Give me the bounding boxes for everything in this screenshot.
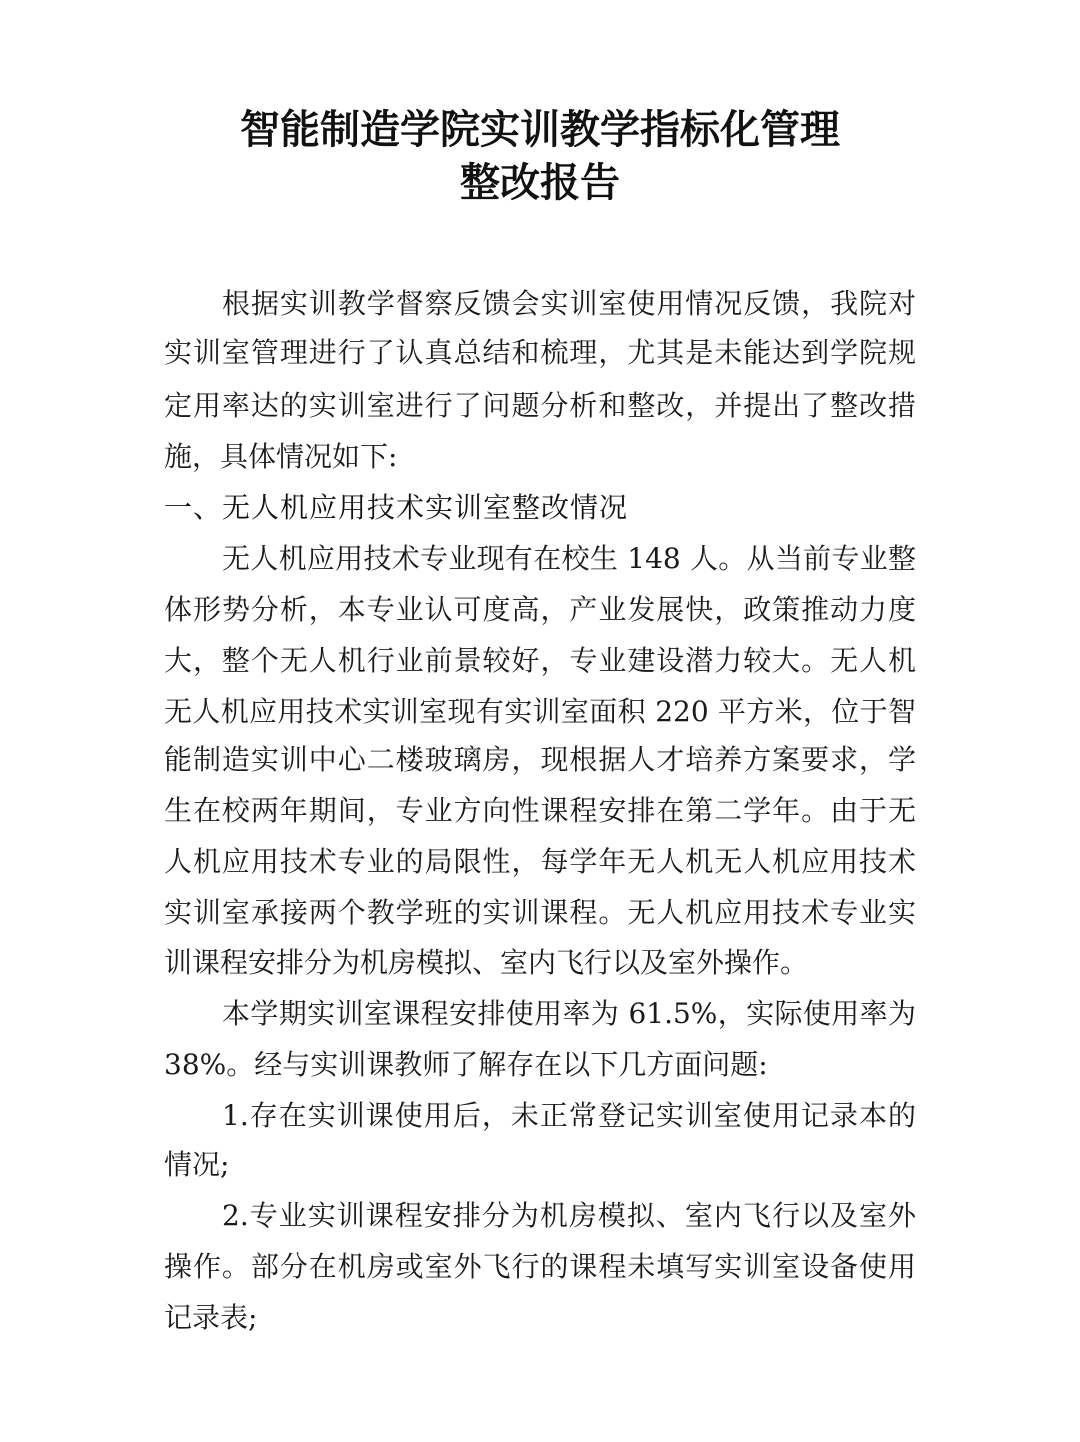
issue-item-line: 1.存在实训课使用后，未正常登记实训室使用记录本的	[222, 1099, 916, 1132]
paragraph-line: 无人机应用技术专业现有在校生 148 人。从当前专业整	[222, 542, 916, 575]
document-subtitle: 整改报告	[460, 160, 620, 206]
section-heading: 一、无人机应用技术实训室整改情况	[164, 491, 629, 524]
intro-line: 定用率达的实训室进行了问题分析和整改，并提出了整改措	[164, 389, 916, 422]
paragraph-line: 无人机应用技术实训室现有实训室面积 220 平方米，位于智	[164, 695, 916, 728]
paragraph-line: 大，整个无人机行业前景较好，专业建设潜力较大。无人机	[164, 644, 916, 677]
paragraph-line: 生在校两年期间，专业方向性课程安排在第二学年。由于无	[164, 794, 916, 827]
paragraph-line: 38%。经与实训课教师了解存在以下几方面问题:	[164, 1048, 768, 1081]
document-title: 智能制造学院实训教学指标化管理	[240, 107, 840, 153]
paragraph-line: 能制造实训中心二楼玻璃房，现根据人才培养方案要求，学	[164, 743, 916, 776]
paragraph-line: 训课程安排分为机房模拟、室内飞行以及室外操作。	[164, 946, 809, 979]
issue-item-line: 操作。部分在机房或室外飞行的课程未填写实训室设备使用	[164, 1250, 916, 1283]
issue-item-line: 记录表;	[164, 1301, 258, 1334]
paragraph-line: 体形势分析，本专业认可度高，产业发展快，政策推动力度	[164, 593, 916, 626]
paragraph-line: 实训室承接两个教学班的实训课程。无人机应用技术专业实	[164, 896, 916, 929]
issue-item-line: 情况;	[164, 1148, 230, 1181]
paragraph-line: 本学期实训室课程安排使用率为 61.5%，实际使用率为	[222, 997, 916, 1030]
intro-line: 实训室管理进行了认真总结和梳理，尤其是未能达到学院规	[164, 336, 916, 369]
paragraph-line: 人机应用技术专业的局限性，每学年无人机无人机应用技术	[164, 845, 916, 878]
intro-line: 施，具体情况如下:	[164, 440, 398, 473]
issue-item-line: 2.专业实训课程安排分为机房模拟、室内飞行以及室外	[222, 1199, 916, 1232]
intro-line: 根据实训教学督察反馈会实训室使用情况反馈，我院对	[222, 287, 916, 320]
